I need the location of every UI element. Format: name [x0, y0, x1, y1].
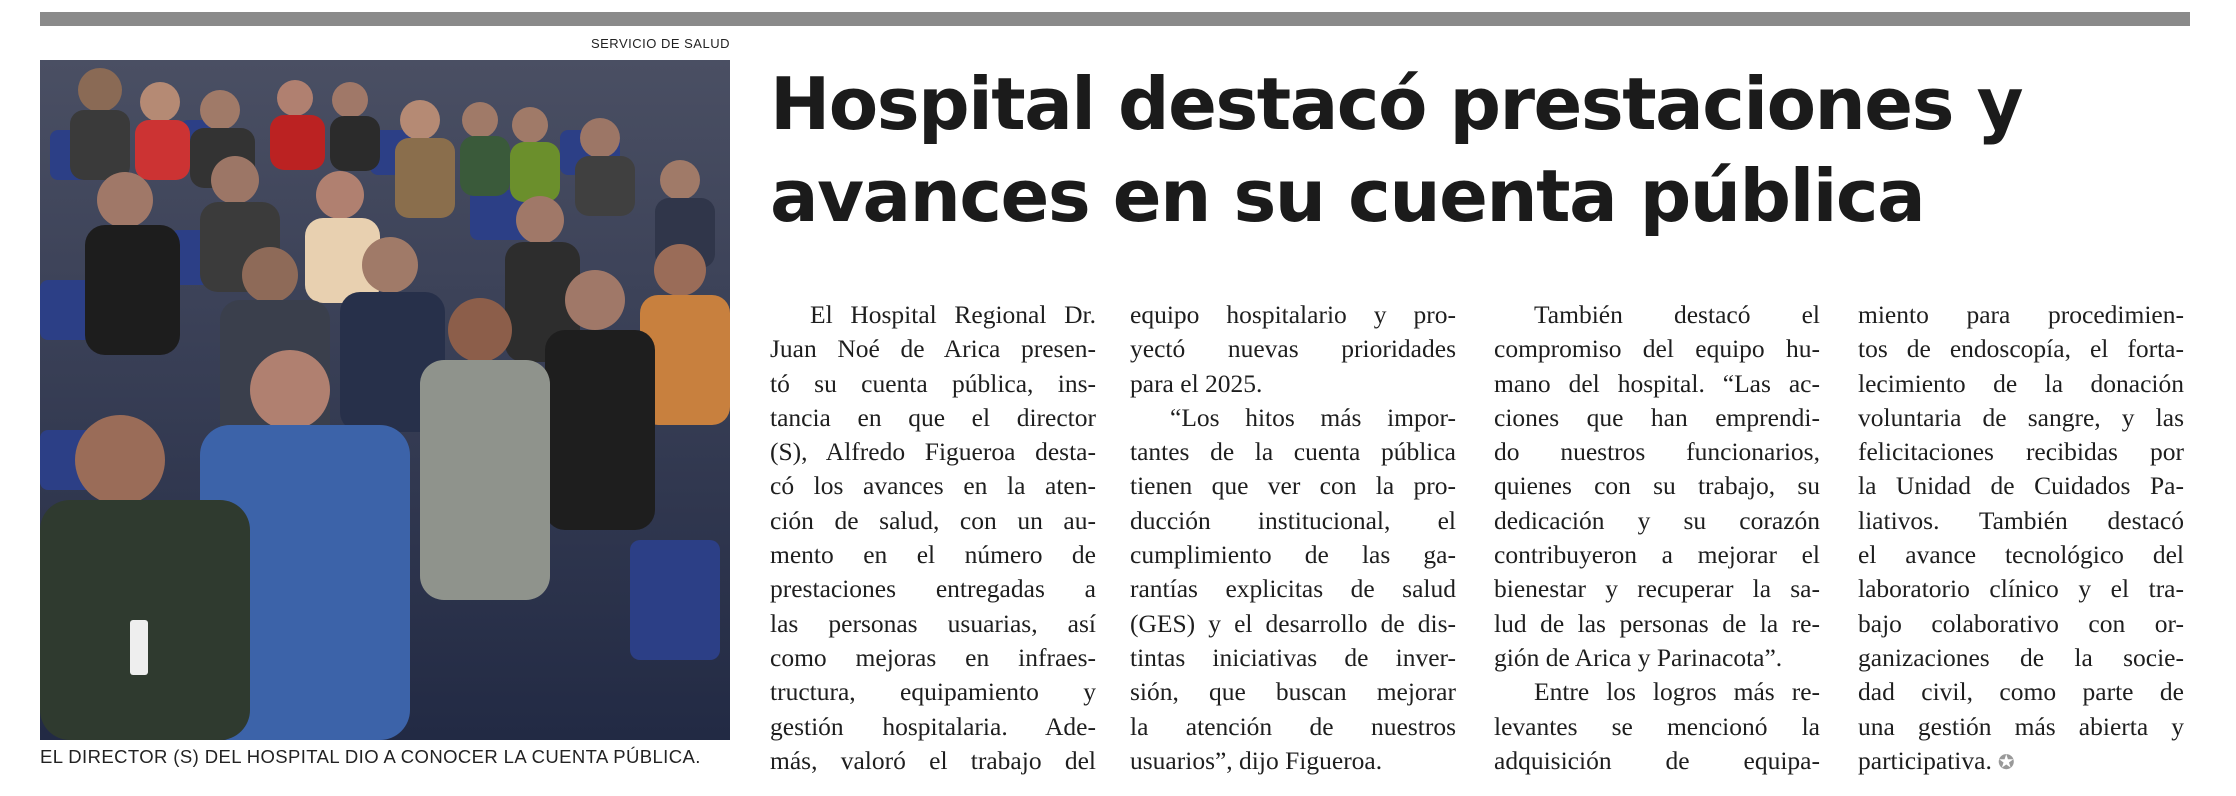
text-line: (GES) y el desarrollo de dis- — [1130, 608, 1456, 638]
text-line: bienestar y recuperar la sa- — [1494, 574, 1820, 604]
text-line: El Hospital Regional Dr. — [810, 300, 1096, 329]
text-line: tó su cuenta pública, ins- — [770, 368, 1096, 398]
text-line: una gestión más abierta y — [1858, 711, 2184, 741]
text-line: lecimiento de la donación — [1858, 368, 2184, 398]
text-line: sión, que buscan mejorar — [1130, 677, 1456, 707]
top-rule — [40, 12, 2190, 26]
text-line: el avance tecnológico del — [1858, 540, 2184, 570]
text-line: adquisición de equipa- — [1494, 745, 1820, 775]
text-line-final — [1858, 744, 2184, 779]
article-column-4 — [1858, 298, 2184, 779]
text-line: gión de Arica y Parinacota”. — [1494, 642, 1783, 672]
text-line: ganizaciones de la socie- — [1858, 642, 2184, 672]
text-line: ducción institucional, el — [1130, 505, 1456, 535]
article-column-1 — [770, 298, 1096, 778]
text-line: rantías explicitas de salud — [1130, 574, 1456, 604]
text-line: tos de endoscopía, el forta- — [1858, 334, 2184, 364]
text-line: felicitaciones recibidas por — [1858, 437, 2184, 467]
article-column-3 — [1494, 298, 1820, 778]
text-line: lud de las personas de la re- — [1494, 608, 1820, 638]
text-line: compromiso del equipo hu- — [1494, 334, 1820, 364]
text-line: tantes de la cuenta pública — [1130, 437, 1456, 467]
text-line: do nuestros funcionarios, — [1494, 437, 1820, 467]
audience-photo — [40, 60, 730, 740]
text-line: para el 2025. — [1130, 368, 1263, 398]
photo-caption: EL DIRECTOR (S) DEL HOSPITAL DIO A CONOCER LA CUENTA PÚBLICA. — [40, 746, 701, 767]
text-line: mano del hospital. “Las ac- — [1494, 368, 1820, 398]
text-line: levantes se mencionó la — [1494, 711, 1820, 741]
text-line: laboratorio clínico y el tra- — [1858, 574, 2184, 604]
text-line: más, valoró el trabajo del — [770, 745, 1096, 775]
text-line: equipo hospitalario y pro- — [1130, 300, 1456, 329]
text-line: usuarios”, dijo Figueroa. — [1130, 745, 1383, 775]
text-line: También destacó el — [1534, 300, 1820, 329]
text-line: tienen que ver con la pro- — [1130, 471, 1456, 501]
text-line: dad civil, como parte de — [1858, 677, 2184, 707]
text-line: cumplimiento de las ga- — [1130, 540, 1456, 570]
text-line: la atención de nuestros — [1130, 711, 1456, 741]
text-line: Entre los logros más re- — [1534, 677, 1820, 707]
photo-credit: SERVICIO DE SALUD — [590, 36, 730, 51]
text-line: voluntaria de sangre, y las — [1858, 402, 2184, 432]
text-line: prestaciones entregadas a — [770, 574, 1096, 604]
text-line: tructura, equipamiento y — [770, 677, 1096, 707]
text-line: tintas iniciativas de inver- — [1130, 642, 1456, 672]
text-line: ciones que han emprendi- — [1494, 402, 1820, 432]
text-line: las personas usuarias, así — [770, 608, 1096, 638]
text-line: bajo colaborativo con or- — [1858, 608, 2184, 638]
headline-line-1: Hospital destacó prestaciones y — [770, 62, 2022, 146]
text-line: la Unidad de Cuidados Pa- — [1858, 471, 2184, 501]
article-column-2 — [1130, 298, 1456, 778]
text-line: contribuyeron a mejorar el — [1494, 540, 1820, 570]
text-line: gestión hospitalaria. Ade- — [770, 711, 1096, 741]
article-headline — [770, 58, 2190, 242]
text-line-final-text: participativa. — [1858, 745, 1992, 775]
text-line: tancia en que el director — [770, 402, 1096, 432]
text-line: como mejoras en infraes- — [770, 642, 1096, 672]
text-line: có los avances en la aten- — [770, 471, 1096, 501]
text-line: yectó nuevas prioridades — [1130, 334, 1456, 364]
text-line: dedicación y su corazón — [1494, 505, 1820, 535]
text-line: Juan Noé de Arica presen- — [770, 334, 1096, 364]
headline-line-2: avances en su cuenta pública — [770, 154, 1925, 238]
text-line: ción de salud, con un au- — [770, 505, 1096, 535]
text-line: quienes con su trabajo, su — [1494, 471, 1820, 501]
text-line: miento para procedimien- — [1858, 300, 2184, 329]
text-line: (S), Alfredo Figueroa desta- — [770, 437, 1096, 467]
end-of-article-icon: ✪ — [1997, 749, 2015, 774]
text-line: “Los hitos más impor- — [1170, 402, 1456, 432]
text-line: mento en el número de — [770, 540, 1096, 570]
text-line: liativos. También destacó — [1858, 505, 2184, 535]
